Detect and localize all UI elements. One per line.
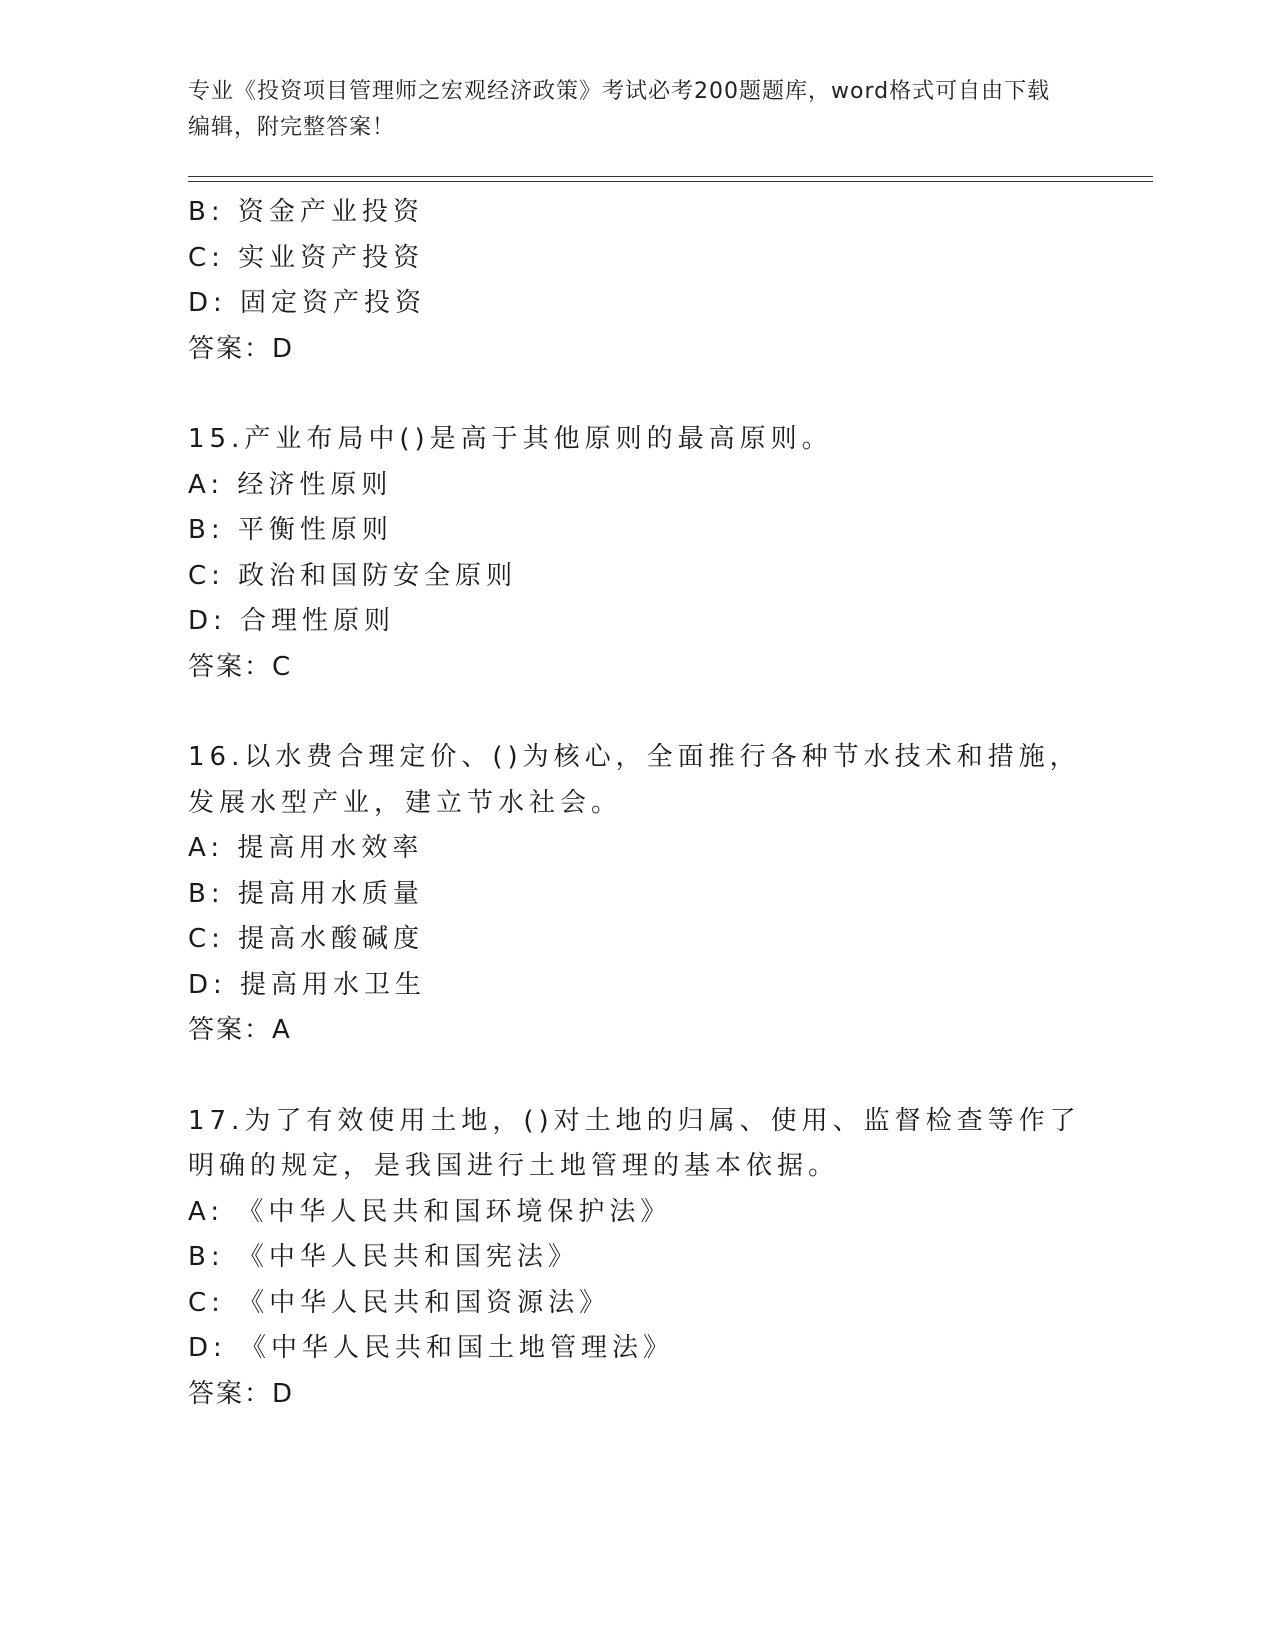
answer-line: 答案：C [188, 651, 293, 682]
question-17 [188, 1099, 1088, 1418]
option-b: B: 资金产业投资 [188, 197, 424, 227]
option-d: D: 《中华人民共和国土地管理法》 [188, 1333, 675, 1363]
question-text: 15.产业布局中()是高于其他原则的最高原则。 [188, 424, 833, 454]
option-a: A: 经济性原则 [188, 469, 393, 500]
option-a: A: 《中华人民共和国环境保护法》 [188, 1196, 672, 1227]
answer-line: 答案：D [188, 1378, 295, 1409]
option-c: C: 提高水酸碱度 [188, 924, 425, 954]
option-c: C: 《中华人民共和国资源法》 [188, 1287, 611, 1318]
continued-question [188, 190, 1088, 372]
option-c: C: 政治和国防安全原则 [188, 560, 518, 591]
option-d: D: 固定资产投资 [188, 288, 427, 318]
header-divider [188, 176, 1153, 182]
question-15 [188, 417, 1088, 690]
option-d: D: 合理性原则 [188, 606, 396, 636]
option-b: B: 平衡性原则 [188, 515, 393, 545]
option-b: B: 提高用水质量 [188, 878, 424, 909]
answer-line: 答案：D [188, 333, 295, 364]
answer-line: 答案：A [188, 1015, 292, 1045]
question-text: 16.以水费合理定价、()为核心，全面推行各种节水技术和措施，发展水型产业，建立节水社会。 [188, 742, 1081, 818]
option-d: D: 提高用水卫生 [188, 969, 427, 1000]
question-list [188, 190, 1088, 1417]
option-a: A: 提高用水效率 [188, 833, 424, 863]
question-text: 17.为了有效使用土地，()对土地的归属、使用、监督检查等作了明确的规定，是我国进行土地管理的基本依据。 [188, 1105, 1081, 1181]
question-16 [188, 735, 1088, 1054]
option-c: C: 实业资产投资 [188, 242, 425, 273]
document-header: 专业《投资项目管理师之宏观经济政策》考试必考200题题库，word格式可自由下载编辑，附完整答案！ [188, 79, 1051, 140]
option-b: B: 《中华人民共和国宪法》 [188, 1242, 579, 1272]
